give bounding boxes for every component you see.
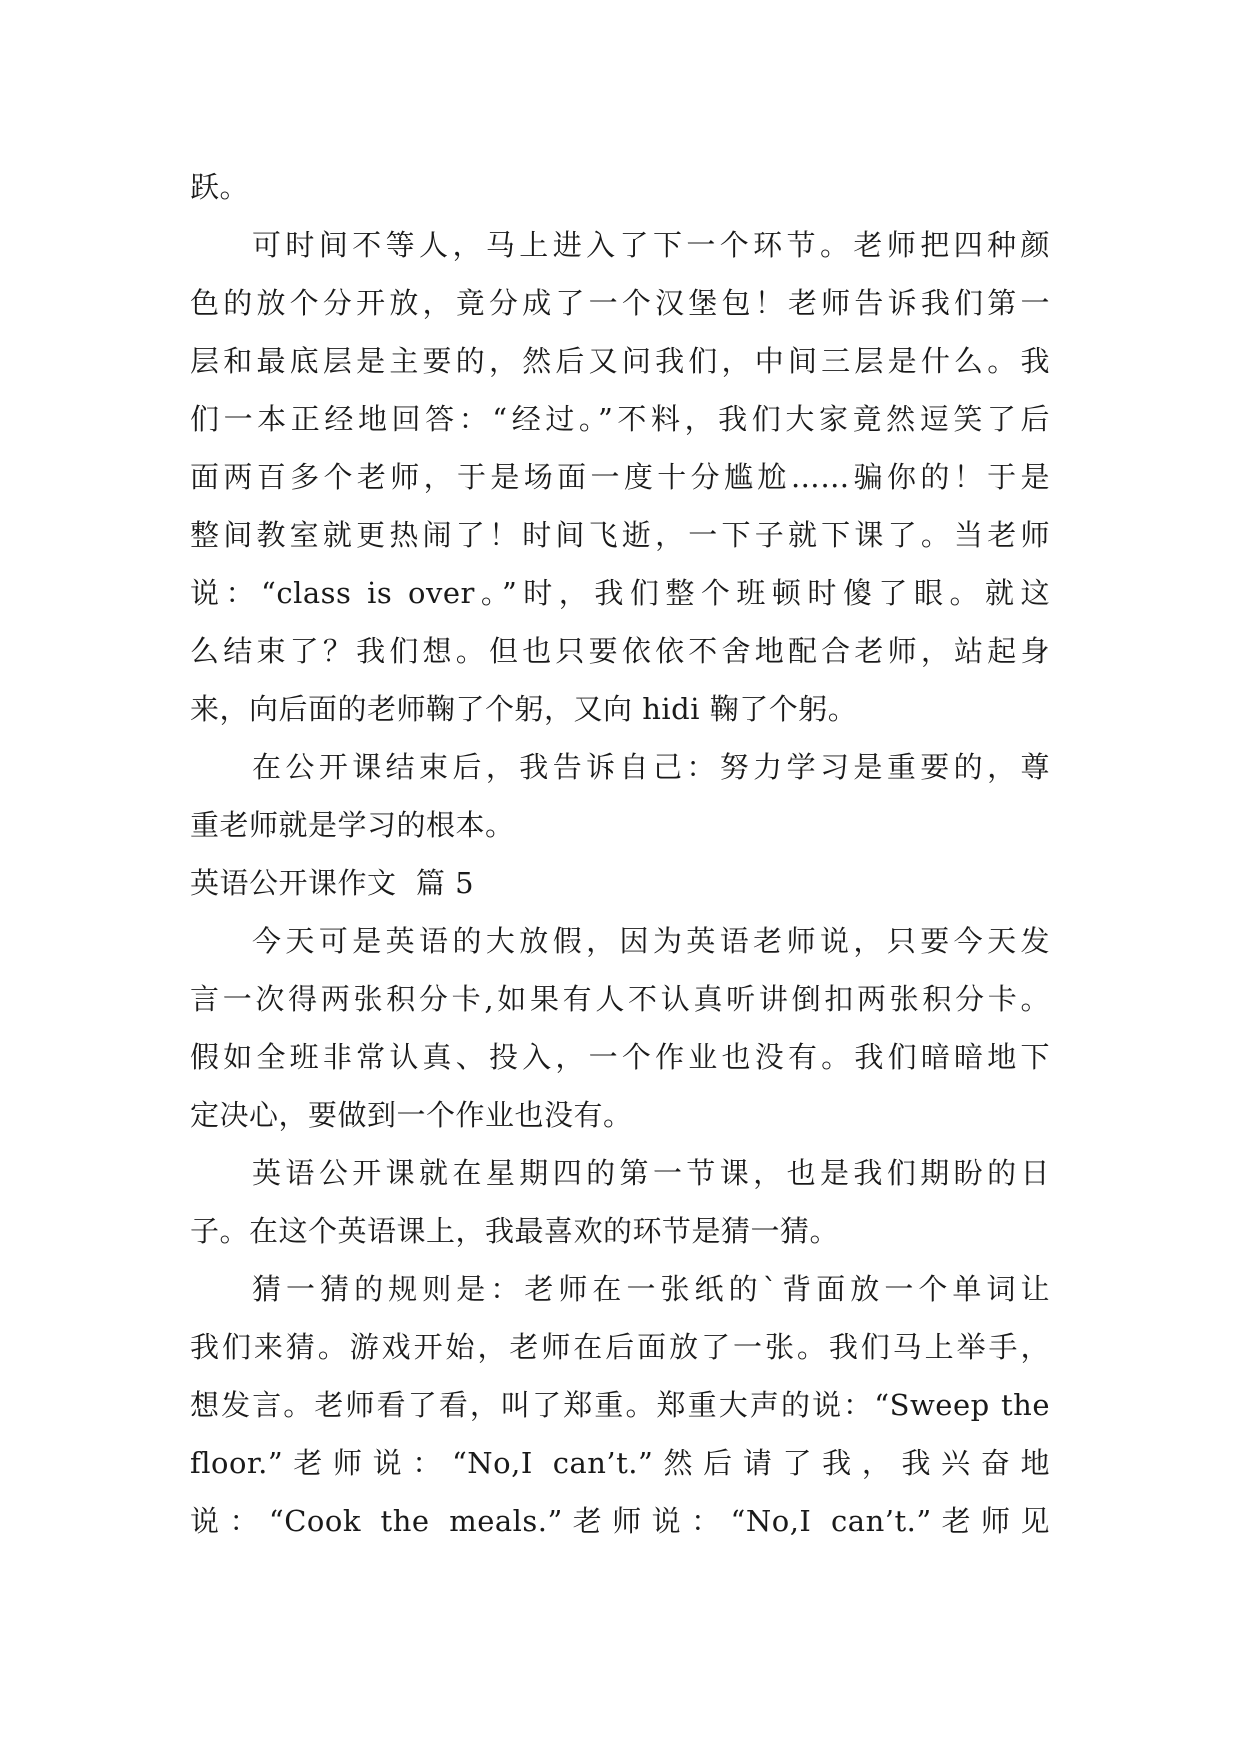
text-line: 想发言。老师看了看，叫了郑重。郑重大声的说：“Sweep the xyxy=(190,1388,1050,1422)
text-line: 定决心，要做到一个作业也没有。 xyxy=(190,1098,633,1132)
text-line: 重老师就是学习的根本。 xyxy=(190,808,515,842)
text-line: 说：“class is over。”时，我们整个班顿时傻了眼。就这 xyxy=(190,576,1050,610)
text-line: 们一本正经地回答：“经过。”不料，我们大家竟然逗笑了后 xyxy=(190,402,1050,436)
paragraph xyxy=(190,216,1050,738)
document-page xyxy=(190,158,1050,1550)
paragraph xyxy=(190,1260,1050,1550)
text-line: 猜一猜的规则是：老师在一张纸的`背面放一个单词让 xyxy=(252,1272,1050,1306)
section-heading: 英语公开课作文 篇 5 xyxy=(190,866,475,900)
paragraph xyxy=(190,912,1050,1144)
text-line: 我们来猜。游戏开始，老师在后面放了一张。我们马上举手， xyxy=(190,1330,1050,1364)
text-line: 色的放个分开放，竟分成了一个汉堡包！老师告诉我们第一 xyxy=(190,286,1050,320)
text-line: 假如全班非常认真、投入，一个作业也没有。我们暗暗地下 xyxy=(190,1040,1050,1074)
text-line: 英语公开课就在星期四的第一节课，也是我们期盼的日 xyxy=(252,1156,1050,1190)
text-line: 子。在这个英语课上，我最喜欢的环节是猜一猜。 xyxy=(190,1214,840,1248)
text-line: 面两百多个老师，于是场面一度十分尴尬……骗你的！于是 xyxy=(190,460,1050,494)
text-line: 整间教室就更热闹了！时间飞逝，一下子就下课了。当老师 xyxy=(190,518,1050,552)
paragraph xyxy=(190,738,1050,854)
text-line: 在公开课结束后，我告诉自己：努力学习是重要的，尊 xyxy=(252,750,1050,784)
paragraph xyxy=(190,1144,1050,1260)
text-line: 说：“Cook the meals.”老师说：“No,I can’t.”老师见 xyxy=(190,1504,1050,1538)
text-line: 言一次得两张积分卡,如果有人不认真听讲倒扣两张积分卡。 xyxy=(190,982,1050,1016)
text-line: 来，向后面的老师鞠了个躬，又向 hidi 鞠了个躬。 xyxy=(190,692,858,726)
text-line: 么结束了？我们想。但也只要依依不舍地配合老师，站起身 xyxy=(190,634,1050,668)
text-line: 可时间不等人，马上进入了下一个环节。老师把四种颜 xyxy=(252,228,1050,262)
text-line: 跃。 xyxy=(190,170,250,204)
text-line: floor.”老师说：“No,I can’t.”然后请了我，我兴奋地 xyxy=(190,1446,1050,1480)
text-line: 层和最底层是主要的，然后又问我们，中间三层是什么。我 xyxy=(190,344,1050,378)
text-line: 今天可是英语的大放假，因为英语老师说，只要今天发 xyxy=(252,924,1050,958)
